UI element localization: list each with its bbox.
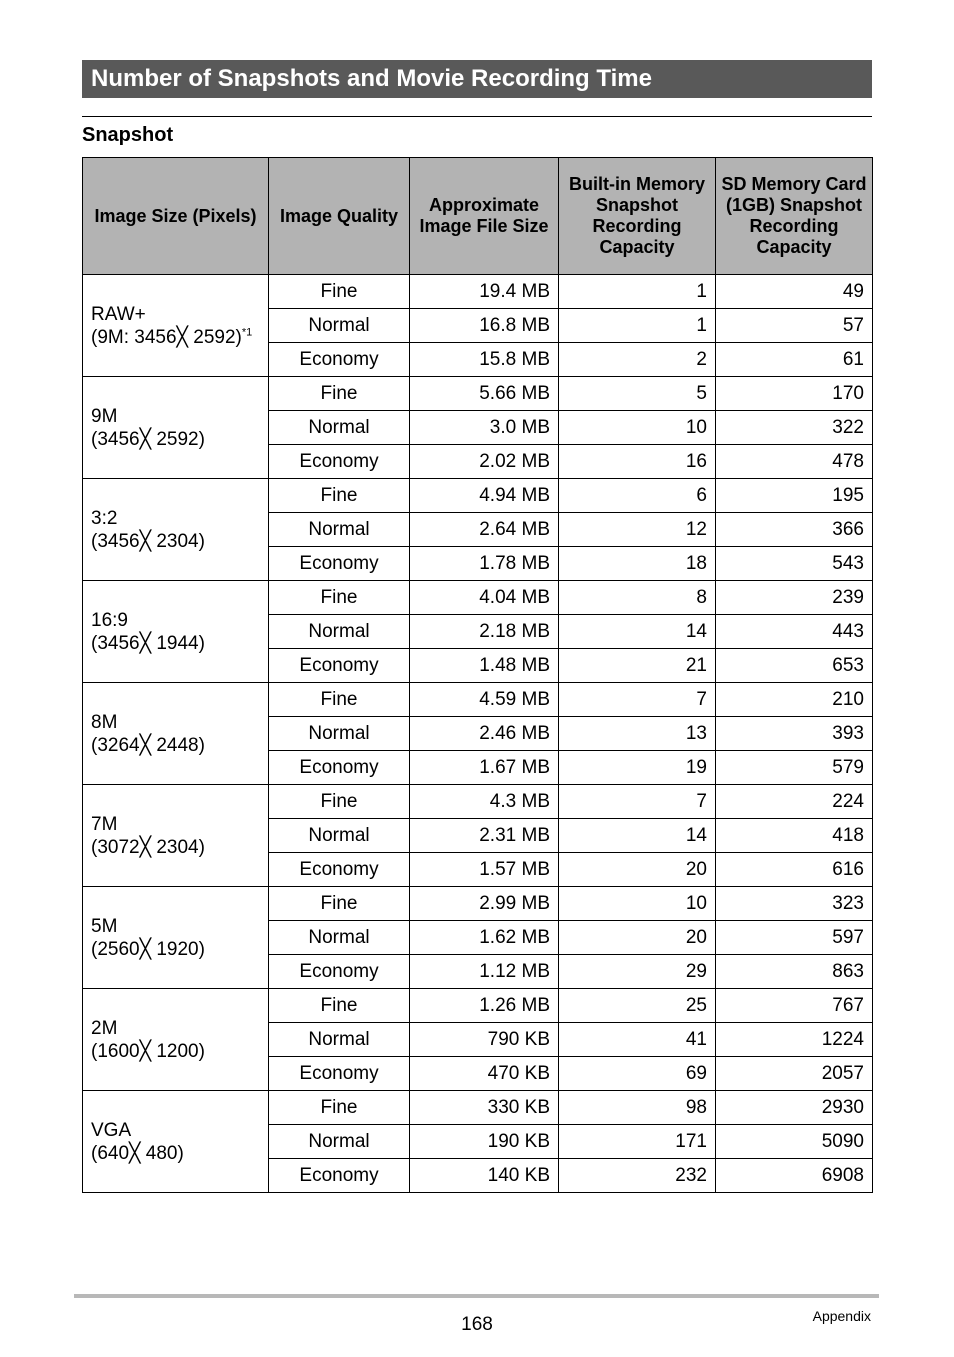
builtin-capacity-cell: 232 [559,1159,716,1193]
image-size-pixels [91,428,260,451]
builtin-capacity-cell: 7 [559,785,716,819]
image-size-pixels-text: (3264╳ 2448) [91,734,205,756]
section-divider [82,116,872,117]
image-quality-cell: Fine [269,887,410,921]
image-size-pixels [91,632,260,655]
builtin-capacity-cell: 20 [559,853,716,887]
page-number: 168 [461,1314,493,1335]
image-quality-cell: Fine [269,989,410,1023]
builtin-capacity-cell: 10 [559,411,716,445]
builtin-capacity-cell: 29 [559,955,716,989]
image-quality-cell: Normal [269,717,410,751]
image-size-cell [83,989,269,1091]
image-size-pixels [91,530,260,553]
image-size-pixels [91,734,260,757]
file-size-cell: 470 KB [410,1057,559,1091]
sd-capacity-cell: 366 [716,513,873,547]
image-size-pixels-text: (1600╳ 1200) [91,1040,205,1062]
builtin-capacity-cell: 6 [559,479,716,513]
sd-capacity-cell: 863 [716,955,873,989]
image-size-pixels [91,1040,260,1063]
image-quality-cell: Fine [269,683,410,717]
sd-capacity-cell: 393 [716,717,873,751]
file-size-cell: 1.26 MB [410,989,559,1023]
image-size-label: RAW+ [91,303,146,325]
builtin-capacity-cell: 12 [559,513,716,547]
image-quality-cell: Normal [269,921,410,955]
image-quality-cell: Fine [269,275,410,309]
sd-capacity-cell: 170 [716,377,873,411]
builtin-capacity-cell: 8 [559,581,716,615]
image-size-pixels [91,1142,260,1165]
sd-capacity-cell: 443 [716,615,873,649]
builtin-capacity-cell: 14 [559,819,716,853]
sd-capacity-cell: 6908 [716,1159,873,1193]
file-size-cell: 2.31 MB [410,819,559,853]
image-quality-cell: Economy [269,547,410,581]
file-size-cell: 790 KB [410,1023,559,1057]
builtin-capacity-cell: 14 [559,615,716,649]
sd-capacity-cell: 210 [716,683,873,717]
file-size-cell: 4.94 MB [410,479,559,513]
image-size-label: VGA [91,1119,132,1141]
image-size-cell [83,683,269,785]
image-size-cell [83,581,269,683]
image-size-label: 16:9 [91,609,128,631]
image-quality-cell: Economy [269,853,410,887]
snapshot-capacity-table [82,157,873,1193]
file-size-cell: 2.18 MB [410,615,559,649]
file-size-cell: 4.04 MB [410,581,559,615]
image-quality-cell: Normal [269,615,410,649]
builtin-capacity-cell: 19 [559,751,716,785]
section-title: Snapshot [82,124,174,146]
sd-capacity-cell: 418 [716,819,873,853]
builtin-capacity-cell: 98 [559,1091,716,1125]
image-size-label: 7M [91,813,118,835]
file-size-cell: 1.57 MB [410,853,559,887]
file-size-cell: 1.48 MB [410,649,559,683]
image-size-pixels-text: (2560╳ 1920) [91,938,205,960]
sd-capacity-cell: 239 [716,581,873,615]
builtin-capacity-cell: 16 [559,445,716,479]
column-header-file-size: Approximate Image File Size [410,158,559,275]
file-size-cell: 1.12 MB [410,955,559,989]
image-quality-cell: Economy [269,1057,410,1091]
file-size-cell: 4.3 MB [410,785,559,819]
builtin-capacity-cell: 21 [559,649,716,683]
file-size-cell: 2.64 MB [410,513,559,547]
file-size-cell: 16.8 MB [410,309,559,343]
sd-capacity-cell: 323 [716,887,873,921]
sd-capacity-cell: 195 [716,479,873,513]
builtin-capacity-cell: 5 [559,377,716,411]
sd-capacity-cell: 597 [716,921,873,955]
file-size-cell: 1.78 MB [410,547,559,581]
footnote-marker: *1 [241,326,253,339]
image-size-pixels-text: (3456╳ 2304) [91,530,205,552]
image-quality-cell: Economy [269,445,410,479]
file-size-cell: 15.8 MB [410,343,559,377]
sd-capacity-cell: 478 [716,445,873,479]
table-row [83,683,873,717]
file-size-cell: 2.46 MB [410,717,559,751]
image-size-label: 8M [91,711,118,733]
image-quality-cell: Fine [269,785,410,819]
image-size-cell [83,377,269,479]
table-row [83,479,873,513]
sd-capacity-cell: 49 [716,275,873,309]
builtin-capacity-cell: 18 [559,547,716,581]
image-quality-cell: Normal [269,513,410,547]
sd-capacity-cell: 2057 [716,1057,873,1091]
builtin-capacity-cell: 69 [559,1057,716,1091]
image-quality-cell: Normal [269,1125,410,1159]
builtin-capacity-cell: 13 [559,717,716,751]
table-row [83,887,873,921]
image-quality-cell: Economy [269,1159,410,1193]
image-quality-cell: Normal [269,1023,410,1057]
image-size-pixels [91,938,260,961]
builtin-capacity-cell: 7 [559,683,716,717]
builtin-capacity-cell: 41 [559,1023,716,1057]
image-quality-cell: Fine [269,581,410,615]
image-size-pixels-text: (9M: 3456╳ 2592) [91,326,242,348]
sd-capacity-cell: 1224 [716,1023,873,1057]
column-header-builtin-capacity: Built-in Memory Snapshot Recording Capacity [559,158,716,275]
image-size-label: 2M [91,1017,118,1039]
image-quality-cell: Fine [269,1091,410,1125]
image-size-pixels [91,326,260,349]
file-size-cell: 330 KB [410,1091,559,1125]
image-size-cell [83,1091,269,1193]
file-size-cell: 5.66 MB [410,377,559,411]
file-size-cell: 3.0 MB [410,411,559,445]
image-size-cell [83,887,269,989]
table-row [83,989,873,1023]
image-size-pixels-text: (3072╳ 2304) [91,836,205,858]
sd-capacity-cell: 5090 [716,1125,873,1159]
image-quality-cell: Fine [269,479,410,513]
image-size-cell [83,479,269,581]
image-quality-cell: Economy [269,955,410,989]
image-size-pixels-text: (3456╳ 1944) [91,632,205,654]
image-quality-cell: Normal [269,309,410,343]
sd-capacity-cell: 2930 [716,1091,873,1125]
page-title-banner: Number of Snapshots and Movie Recording Time [82,60,872,98]
table-row [83,377,873,411]
sd-capacity-cell: 653 [716,649,873,683]
image-size-pixels-text: (3456╳ 2592) [91,428,205,450]
image-size-cell [83,785,269,887]
file-size-cell: 190 KB [410,1125,559,1159]
builtin-capacity-cell: 171 [559,1125,716,1159]
image-quality-cell: Economy [269,649,410,683]
file-size-cell: 2.02 MB [410,445,559,479]
builtin-capacity-cell: 25 [559,989,716,1023]
sd-capacity-cell: 224 [716,785,873,819]
image-quality-cell: Economy [269,751,410,785]
table-body [83,275,873,1193]
file-size-cell: 2.99 MB [410,887,559,921]
builtin-capacity-cell: 1 [559,309,716,343]
image-size-label: 5M [91,915,118,937]
sd-capacity-cell: 543 [716,547,873,581]
file-size-cell: 1.67 MB [410,751,559,785]
image-quality-cell: Normal [269,411,410,445]
table-row [83,1091,873,1125]
file-size-cell: 4.59 MB [410,683,559,717]
sd-capacity-cell: 579 [716,751,873,785]
footer-section-label: Appendix [812,1308,871,1324]
footer-divider [74,1294,879,1298]
sd-capacity-cell: 322 [716,411,873,445]
builtin-capacity-cell: 2 [559,343,716,377]
image-quality-cell: Economy [269,343,410,377]
table-row [83,785,873,819]
image-quality-cell: Normal [269,819,410,853]
sd-capacity-cell: 616 [716,853,873,887]
table-row [83,275,873,309]
image-size-pixels [91,836,260,859]
column-header-sd-capacity: SD Memory Card (1GB) Snapshot Recording Capacity [716,158,873,275]
table-row [83,581,873,615]
column-header-image-size: Image Size (Pixels) [83,158,269,275]
builtin-capacity-cell: 10 [559,887,716,921]
sd-capacity-cell: 57 [716,309,873,343]
builtin-capacity-cell: 20 [559,921,716,955]
builtin-capacity-cell: 1 [559,275,716,309]
image-size-pixels-text: (640╳ 480) [91,1142,184,1164]
file-size-cell: 140 KB [410,1159,559,1193]
sd-capacity-cell: 61 [716,343,873,377]
image-size-cell [83,275,269,377]
file-size-cell: 1.62 MB [410,921,559,955]
image-quality-cell: Fine [269,377,410,411]
column-header-image-quality: Image Quality [269,158,410,275]
file-size-cell: 19.4 MB [410,275,559,309]
image-size-label: 9M [91,405,118,427]
table-header-row [83,158,873,275]
image-size-label: 3:2 [91,507,118,529]
sd-capacity-cell: 767 [716,989,873,1023]
